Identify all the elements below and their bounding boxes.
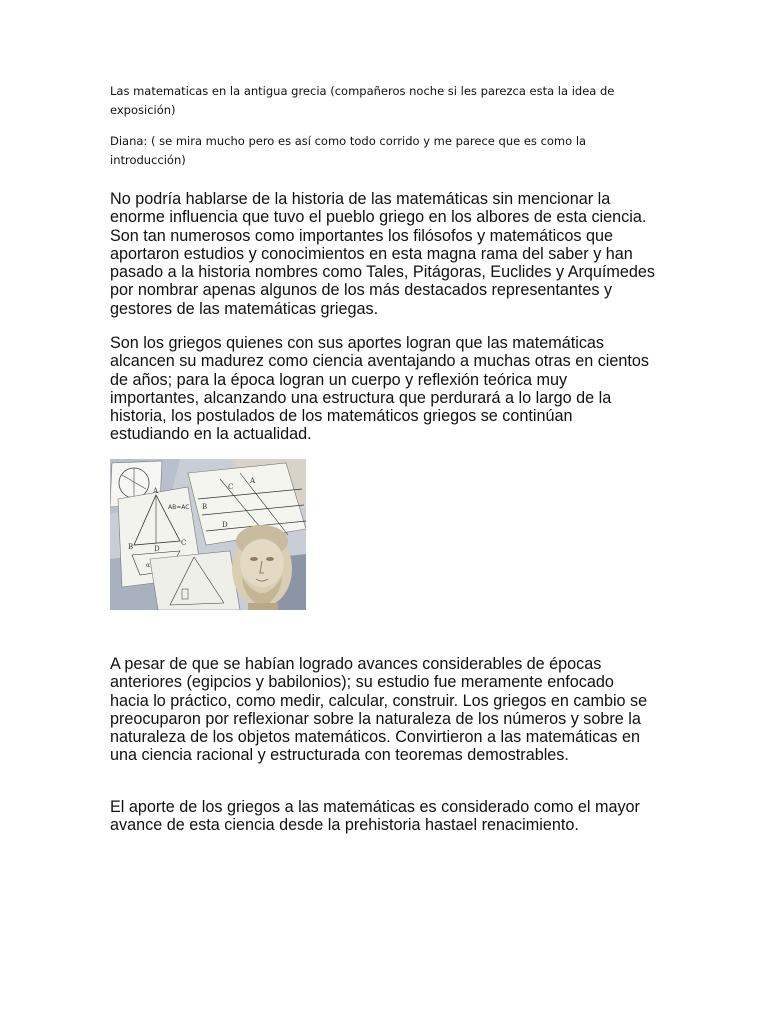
paragraph-greeks: Son los griegos quienes con sus aportes logran que las matemáticas alcancen su madurez como ciencia aventajando a muchas otras en cientos de años; para la época logran un cuerpo y reflexión teórica muy importantes, alcanzando una estructura que perdurará a lo largo de la historia, los postulados de los matemáticos griegos se continúan estudiando en la actualidad. [110,334,649,444]
svg-text:A: A [153,487,159,495]
svg-text:C: C [228,483,234,491]
greek-geometry-image [110,459,306,610]
svg-text:A: A [250,477,256,485]
paragraph-conclusion: El aporte de los griegos a las matemáticas es considerado como el mayor avance de esta ciencia desde la prehistoria hastael renacimiento. [110,798,640,835]
svg-text:D: D [154,545,160,553]
paragraph-contrast: A pesar de que se habían logrado avances considerables de épocas anteriores (egipcios y babilonios); su estudio fue meramente enfocado hacia lo práctico, como medir, calcular, construir. Los griegos en cambio se preocuparon por reflexionar sobre la naturaleza de los números y sobre la naturaleza de los objetos matemáticos. Convirtieron a las matemáticas en una ciencia racional y estructurada con teoremas demostrables. [110,655,648,765]
paragraph-intro: No podría hablarse de la historia de las matemáticas sin mencionar la enorme influencia que tuvo el pueblo griego en los albores de esta ciencia. Son tan numerosos como importantes los filósofos y matemáticos que aportaron estudios y conocimientos en esta magna rama del saber y han pasado a la historia nombres como Tales, Pitágoras, Euclides y Arquímedes por nombrar apenas algunos de los más destacados representantes y gestores de las matemáticas griegas. [110,190,655,318]
svg-text:D: D [222,521,228,529]
svg-text:B: B [128,543,134,551]
svg-text:α: α [146,562,151,569]
svg-text:AB=AC: AB=AC [168,504,190,511]
diana-comment: Diana: ( se mira mucho pero es así como todo corrido y me parece que es como la introducción) [110,134,587,167]
svg-text:C: C [181,539,187,547]
svg-text:B: B [202,503,208,511]
header-note: Las matematicas en la antigua grecia (compañeros noche si les parezca esta la idea de exposición) [110,84,615,117]
